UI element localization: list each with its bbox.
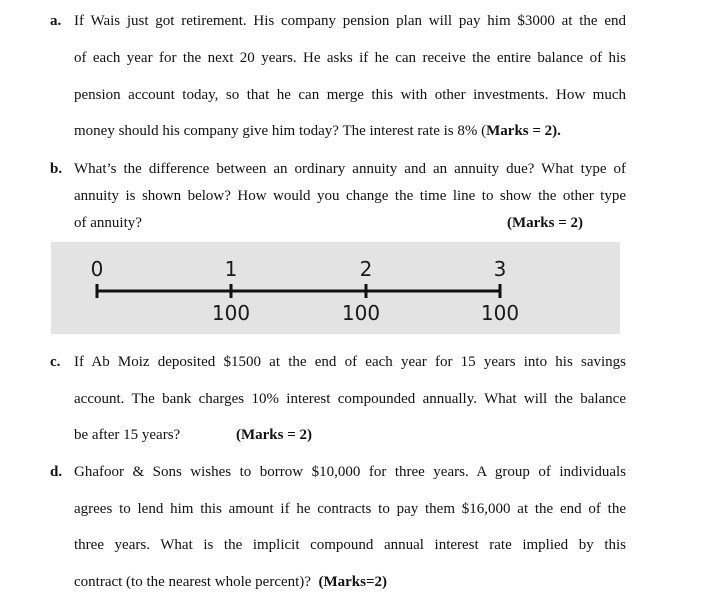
question-d-label: d. bbox=[50, 464, 63, 480]
question-c-marks: (Marks = 2) bbox=[236, 427, 313, 443]
question-d-last-text: contract (to the nearest whole percent)? bbox=[74, 574, 311, 590]
question-c-line-2: account. The bank charges 10% interest compounded annually. What will the balance bbox=[74, 391, 626, 407]
question-a-label: a. bbox=[50, 13, 62, 29]
payment-label-3: 100 bbox=[480, 301, 520, 325]
question-a-line-1: If Wais just got retirement. His company pension plan will pay him $3000 at the end bbox=[74, 13, 626, 29]
question-a-line-4 bbox=[74, 123, 561, 140]
period-label-1: 1 bbox=[224, 257, 238, 281]
question-b-marks: (Marks = 2) bbox=[507, 215, 584, 231]
period-label-3: 3 bbox=[493, 257, 507, 281]
question-d-line-1: Ghafoor & Sons wishes to borrow $10,000 for three years. A group of individuals bbox=[74, 464, 626, 480]
question-b-label: b. bbox=[50, 161, 63, 177]
question-d-line-4 bbox=[74, 574, 387, 591]
question-d-line-2: agrees to lend him this amount if he contracts to pay them $16,000 at the end of the bbox=[74, 501, 626, 517]
question-d-line-3: three years. What is the implicit compound annual interest rate implied by this bbox=[74, 537, 626, 553]
question-c-line-1: If Ab Moiz deposited $1500 at the end of each year for 15 years into his savings bbox=[74, 354, 626, 370]
question-a-line-2: of each year for the next 20 years. He asks if he can receive the entire balance of his bbox=[74, 50, 626, 66]
period-label-0: 0 bbox=[90, 257, 104, 281]
question-a-marks: Marks = 2). bbox=[486, 123, 561, 139]
question-c-label: c. bbox=[50, 354, 61, 370]
question-a-line-3: pension account today, so that he can merge this with other investments. How much bbox=[74, 87, 626, 103]
question-d-marks: (Marks=2) bbox=[318, 574, 388, 590]
timeline-svg bbox=[51, 242, 620, 334]
question-b-line-1: What’s the difference between an ordinary annuity and an annuity due? What type of bbox=[74, 161, 626, 177]
question-c-line-3: be after 15 years? bbox=[74, 427, 181, 443]
question-b-line-2: annuity is shown below? How would you change the time line to show the other type bbox=[74, 188, 626, 204]
question-b-line-3: of annuity? bbox=[74, 215, 142, 231]
period-label-2: 2 bbox=[359, 257, 373, 281]
annuity-timeline bbox=[51, 242, 620, 334]
payment-label-1: 100 bbox=[211, 301, 251, 325]
question-a-last-text: money should his company give him today? The interest rate is 8% ( bbox=[74, 123, 487, 139]
payment-label-2: 100 bbox=[341, 301, 381, 325]
